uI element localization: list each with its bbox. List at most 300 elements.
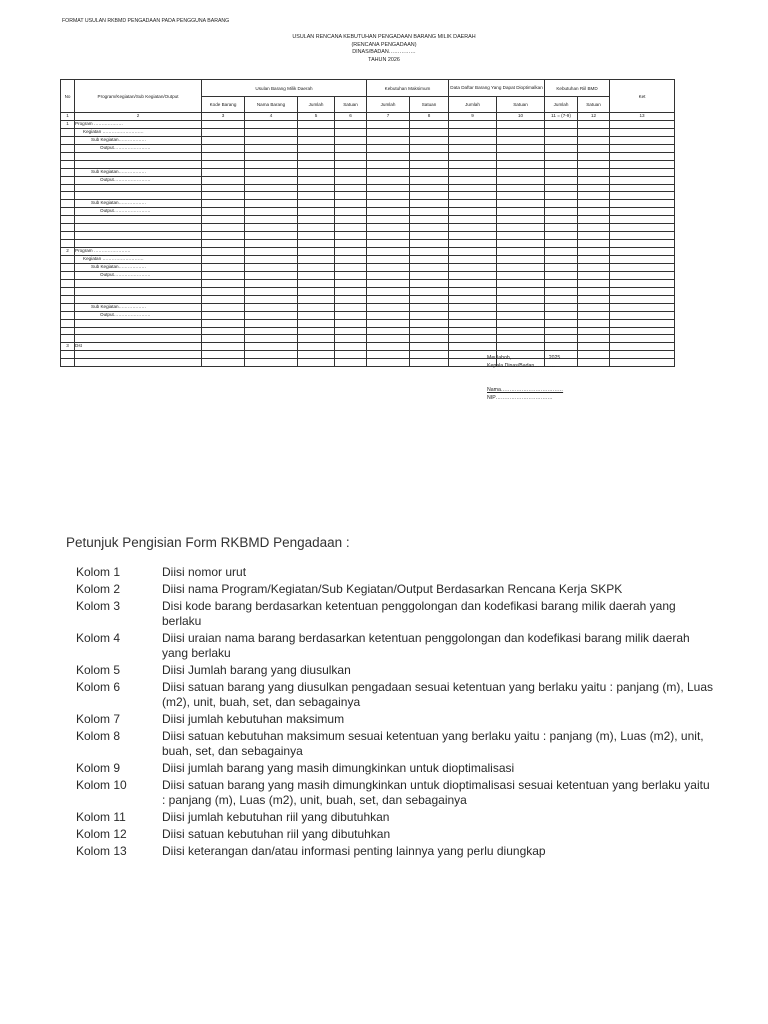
table-cell	[335, 311, 367, 319]
table-cell	[610, 248, 675, 256]
table-cell	[578, 311, 610, 319]
table-cell	[497, 128, 545, 136]
table-cell	[545, 240, 578, 248]
table-cell	[497, 256, 545, 264]
table-cell	[610, 136, 675, 144]
table-cell	[610, 319, 675, 327]
table-cell	[410, 256, 449, 264]
row-number	[61, 271, 75, 279]
table-cell	[245, 295, 298, 303]
table-row	[61, 128, 675, 136]
table-cell	[449, 287, 497, 295]
row-number	[61, 295, 75, 303]
table-cell	[245, 152, 298, 160]
table-cell	[610, 359, 675, 367]
header-subtitle: (RENCANA PENGADAAN)	[351, 41, 417, 48]
table-cell	[497, 160, 545, 168]
table-cell	[578, 168, 610, 176]
table-cell	[367, 216, 410, 224]
table-cell	[610, 287, 675, 295]
table-cell	[578, 287, 610, 295]
filling-instructions	[66, 535, 716, 861]
table-cell	[298, 184, 335, 192]
table-cell	[245, 279, 298, 287]
table-cell	[202, 279, 245, 287]
table-cell	[245, 240, 298, 248]
row-program-text: Dst	[75, 343, 202, 351]
header-daftar-barang: Data Daftar Barang Yang Dapat Dioptimalkan	[449, 80, 545, 97]
column-number: 8	[410, 113, 449, 121]
table-cell	[497, 279, 545, 287]
row-program-text: Output……………………	[75, 176, 202, 184]
table-cell	[545, 128, 578, 136]
table-cell	[335, 184, 367, 192]
table-cell	[245, 311, 298, 319]
table-row	[61, 168, 675, 176]
column-number: 3	[202, 113, 245, 121]
row-number	[61, 359, 75, 367]
table-cell	[367, 184, 410, 192]
row-program-text: Program ……………………	[75, 248, 202, 256]
table-cell	[335, 160, 367, 168]
table-cell	[202, 128, 245, 136]
table-cell	[202, 184, 245, 192]
table-cell	[245, 192, 298, 200]
table-cell	[202, 168, 245, 176]
table-cell	[202, 216, 245, 224]
table-cell	[449, 192, 497, 200]
row-program-text	[75, 319, 202, 327]
row-program-text: Output……………………	[75, 271, 202, 279]
table-cell	[298, 351, 335, 359]
table-cell	[410, 271, 449, 279]
table-cell	[545, 200, 578, 208]
table-cell	[298, 279, 335, 287]
table-cell	[410, 120, 449, 128]
instruction-text: Diisi nama Program/Kegiatan/Sub Kegiatan/Output Berdasarkan Rencana Kerja SKPK	[162, 582, 623, 596]
instruction-text: Disi kode barang berdasarkan ketentuan penggolongan dan kodefikasi barang milik daerah yang berlaku	[162, 599, 676, 628]
instructions-title: Petunjuk Pengisian Form RKBMD Pengadaan :	[66, 535, 350, 550]
table-row	[61, 287, 675, 295]
header-kebutuhan-riil: Kebutuhan Riil BMD	[545, 80, 610, 97]
instruction-column-label: Kolom 8	[76, 729, 121, 743]
instruction-text: Diisi Jumlah barang yang diusulkan	[162, 663, 351, 677]
table-cell	[367, 248, 410, 256]
row-number	[61, 136, 75, 144]
row-number	[61, 327, 75, 335]
instruction-text: Diisi jumlah barang yang masih dimungkinkan untuk dioptimalisasi	[162, 761, 515, 775]
table-cell	[410, 216, 449, 224]
table-cell	[245, 216, 298, 224]
table-cell	[335, 319, 367, 327]
table-cell	[545, 144, 578, 152]
table-row	[61, 359, 675, 367]
table-cell	[202, 176, 245, 184]
row-program-text: Sub Kegiatan………………	[75, 168, 202, 176]
table-cell	[298, 120, 335, 128]
table-cell	[578, 343, 610, 351]
table-cell	[449, 176, 497, 184]
table-row	[61, 295, 675, 303]
table-cell	[245, 144, 298, 152]
row-program-text: Output……………………	[75, 144, 202, 152]
table-cell	[335, 279, 367, 287]
table-cell	[449, 128, 497, 136]
instruction-item	[66, 599, 716, 629]
row-number	[61, 200, 75, 208]
row-program-text: Sub Kegiatan………………	[75, 263, 202, 271]
table-cell	[245, 168, 298, 176]
table-cell	[410, 136, 449, 144]
column-number: 13	[610, 113, 675, 121]
table-cell	[449, 232, 497, 240]
table-cell	[202, 256, 245, 264]
table-cell	[545, 232, 578, 240]
instruction-item	[66, 680, 716, 710]
row-program-text	[75, 335, 202, 343]
table-cell	[610, 256, 675, 264]
table-cell	[410, 279, 449, 287]
table-cell	[335, 144, 367, 152]
table-cell	[410, 295, 449, 303]
row-program-text	[75, 359, 202, 367]
table-cell	[578, 359, 610, 367]
row-program-text: Sub Kegiatan………………	[75, 136, 202, 144]
instruction-item	[66, 631, 716, 661]
table-cell	[335, 295, 367, 303]
table-cell	[610, 192, 675, 200]
table-cell	[367, 279, 410, 287]
table-cell	[578, 256, 610, 264]
table-cell	[202, 208, 245, 216]
table-cell	[410, 335, 449, 343]
table-cell	[245, 271, 298, 279]
table-cell	[578, 327, 610, 335]
row-number	[61, 184, 75, 192]
table-cell	[410, 152, 449, 160]
column-number-row	[61, 113, 675, 121]
table-cell	[335, 271, 367, 279]
row-number	[61, 319, 75, 327]
table-cell	[610, 351, 675, 359]
table-cell	[497, 224, 545, 232]
table-cell	[578, 144, 610, 152]
row-number	[61, 224, 75, 232]
table-row	[61, 224, 675, 232]
table-cell	[610, 200, 675, 208]
table-cell	[578, 351, 610, 359]
table-cell	[367, 319, 410, 327]
table-cell	[335, 240, 367, 248]
row-program-text	[75, 160, 202, 168]
row-number	[61, 128, 75, 136]
table-cell	[545, 160, 578, 168]
table-cell	[367, 160, 410, 168]
row-number	[61, 279, 75, 287]
table-cell	[298, 200, 335, 208]
table-cell	[410, 160, 449, 168]
table-cell	[410, 192, 449, 200]
row-number	[61, 168, 75, 176]
table-row	[61, 263, 675, 271]
rkbmd-form-table	[60, 79, 675, 367]
table-cell	[367, 128, 410, 136]
table-cell	[578, 303, 610, 311]
table-cell	[410, 319, 449, 327]
table-row	[61, 319, 675, 327]
table-cell	[367, 287, 410, 295]
table-row	[61, 160, 675, 168]
table-cell	[335, 224, 367, 232]
table-cell	[335, 176, 367, 184]
table-cell	[578, 160, 610, 168]
table-cell	[449, 152, 497, 160]
table-cell	[202, 224, 245, 232]
table-cell	[545, 192, 578, 200]
column-number: 12	[578, 113, 610, 121]
table-cell	[545, 248, 578, 256]
table-cell	[202, 232, 245, 240]
table-cell	[298, 335, 335, 343]
table-cell	[298, 224, 335, 232]
instruction-text: Diisi jumlah kebutuhan riil yang dibutuhkan	[162, 810, 390, 824]
table-cell	[545, 136, 578, 144]
row-number	[61, 240, 75, 248]
table-cell	[298, 287, 335, 295]
table-cell	[202, 248, 245, 256]
table-cell	[245, 176, 298, 184]
row-number: 3	[61, 343, 75, 351]
table-cell	[578, 208, 610, 216]
header-title: USULAN RENCANA KEBUTUHAN PENGADAAN BARANG MILIK DAERAH	[292, 34, 476, 40]
table-cell	[202, 152, 245, 160]
table-row	[61, 144, 675, 152]
table-cell	[545, 152, 578, 160]
table-cell	[497, 295, 545, 303]
instruction-item	[66, 844, 716, 859]
table-cell	[578, 176, 610, 184]
row-number	[61, 144, 75, 152]
table-cell	[335, 208, 367, 216]
table-cell	[245, 319, 298, 327]
row-number	[61, 303, 75, 311]
header-satuan-riil: Satuan	[578, 97, 610, 113]
signature-block	[487, 354, 563, 402]
table-cell	[335, 216, 367, 224]
table-cell	[245, 232, 298, 240]
signature-name: Nama………………………………	[487, 387, 564, 393]
table-cell	[497, 216, 545, 224]
row-number	[61, 208, 75, 216]
document-label: FORMAT USULAN RKBMD PENGADAAN PADA PENGGUNA BARANG	[62, 18, 230, 24]
table-cell	[578, 319, 610, 327]
table-cell	[335, 287, 367, 295]
table-cell	[410, 343, 449, 351]
table-cell	[335, 327, 367, 335]
header-jumlah-usulan: Jumlah	[298, 97, 335, 113]
row-program-text	[75, 232, 202, 240]
table-cell	[202, 351, 245, 359]
table-cell	[335, 120, 367, 128]
table-cell	[497, 152, 545, 160]
table-cell	[610, 343, 675, 351]
table-cell	[245, 287, 298, 295]
table-cell	[449, 216, 497, 224]
instruction-column-label: Kolom 9	[76, 761, 121, 775]
header-no: No	[61, 80, 75, 113]
header-jumlah-riil: Jumlah	[545, 97, 578, 113]
table-cell	[545, 256, 578, 264]
table-cell	[610, 128, 675, 136]
table-cell	[545, 168, 578, 176]
table-body	[61, 113, 675, 367]
table-cell	[449, 263, 497, 271]
table-cell	[610, 120, 675, 128]
table-cell	[449, 295, 497, 303]
table-cell	[335, 248, 367, 256]
table-cell	[497, 327, 545, 335]
column-number: 1	[61, 113, 75, 121]
table-cell	[497, 311, 545, 319]
table-cell	[202, 335, 245, 343]
table-cell	[298, 271, 335, 279]
table-cell	[298, 128, 335, 136]
table-cell	[335, 335, 367, 343]
table-cell	[367, 311, 410, 319]
table-cell	[449, 248, 497, 256]
table-cell	[245, 343, 298, 351]
table-cell	[298, 152, 335, 160]
table-cell	[578, 192, 610, 200]
header-kode-barang: Kode Barang	[202, 97, 245, 113]
instruction-text: Diisi keterangan dan/atau informasi penting lainnya yang perlu diungkap	[162, 844, 546, 858]
table-row	[61, 184, 675, 192]
table-cell	[578, 224, 610, 232]
table-cell	[449, 144, 497, 152]
table-cell	[202, 319, 245, 327]
table-cell	[335, 303, 367, 311]
table-cell	[578, 263, 610, 271]
table-cell	[367, 335, 410, 343]
row-program-text	[75, 351, 202, 359]
table-cell	[497, 120, 545, 128]
table-cell	[545, 335, 578, 343]
table-cell	[410, 287, 449, 295]
table-cell	[298, 319, 335, 327]
table-cell	[410, 176, 449, 184]
table-cell	[335, 168, 367, 176]
table-cell	[367, 120, 410, 128]
instruction-column-label: Kolom 11	[76, 810, 126, 824]
row-number	[61, 263, 75, 271]
row-program-text	[75, 287, 202, 295]
table-cell	[245, 303, 298, 311]
table-cell	[449, 327, 497, 335]
table-cell	[367, 240, 410, 248]
column-number: 5	[298, 113, 335, 121]
row-program-text	[75, 327, 202, 335]
table-row	[61, 256, 675, 264]
column-number: 4	[245, 113, 298, 121]
table-cell	[298, 160, 335, 168]
row-number	[61, 176, 75, 184]
table-row	[61, 176, 675, 184]
table-cell	[449, 279, 497, 287]
table-cell	[245, 335, 298, 343]
instruction-item	[66, 663, 716, 678]
instruction-column-label: Kolom 6	[76, 680, 121, 694]
instruction-column-label: Kolom 10	[76, 778, 127, 792]
table-row	[61, 343, 675, 351]
table-cell	[410, 184, 449, 192]
table-cell	[202, 192, 245, 200]
table-cell	[578, 248, 610, 256]
table-cell	[497, 184, 545, 192]
table-cell	[298, 208, 335, 216]
table-row	[61, 240, 675, 248]
table-cell	[202, 160, 245, 168]
row-program-text	[75, 216, 202, 224]
table-cell	[245, 224, 298, 232]
instruction-text: Diisi uraian nama barang berdasarkan ketentuan penggolongan dan kodefikasi barang milik daerah yang berlaku	[162, 631, 690, 660]
table-cell	[245, 359, 298, 367]
table-cell	[367, 224, 410, 232]
table-cell	[449, 311, 497, 319]
table-cell	[545, 327, 578, 335]
table-cell	[497, 208, 545, 216]
table-cell	[610, 279, 675, 287]
table-cell	[410, 240, 449, 248]
table-cell	[298, 192, 335, 200]
table-cell	[335, 359, 367, 367]
row-program-text	[75, 224, 202, 232]
table-cell	[245, 248, 298, 256]
table-cell	[578, 335, 610, 343]
table-cell	[298, 248, 335, 256]
table-cell	[410, 208, 449, 216]
row-program-text: Kegiatan ………………………	[75, 128, 202, 136]
row-number	[61, 311, 75, 319]
table-cell	[410, 248, 449, 256]
instruction-column-label: Kolom 4	[76, 631, 121, 645]
table-cell	[545, 319, 578, 327]
table-cell	[545, 279, 578, 287]
table-cell	[545, 311, 578, 319]
table-cell	[497, 192, 545, 200]
instruction-column-label: Kolom 12	[76, 827, 127, 841]
table-cell	[497, 263, 545, 271]
table-cell	[335, 136, 367, 144]
table-cell	[610, 263, 675, 271]
table-cell	[298, 144, 335, 152]
table-row	[61, 152, 675, 160]
row-program-text: Program ……………….	[75, 120, 202, 128]
header-satuan-maksimum: Satuan	[410, 97, 449, 113]
table-cell	[578, 152, 610, 160]
table-cell	[245, 128, 298, 136]
column-number: 7	[367, 113, 410, 121]
instruction-column-label: Kolom 5	[76, 663, 121, 677]
table-cell	[578, 120, 610, 128]
column-number: 10	[497, 113, 545, 121]
table-cell	[610, 232, 675, 240]
header-jumlah-maksimum: Jumlah	[367, 97, 410, 113]
table-cell	[245, 184, 298, 192]
table-cell	[545, 216, 578, 224]
table-cell	[202, 359, 245, 367]
table-cell	[610, 295, 675, 303]
table-cell	[202, 295, 245, 303]
